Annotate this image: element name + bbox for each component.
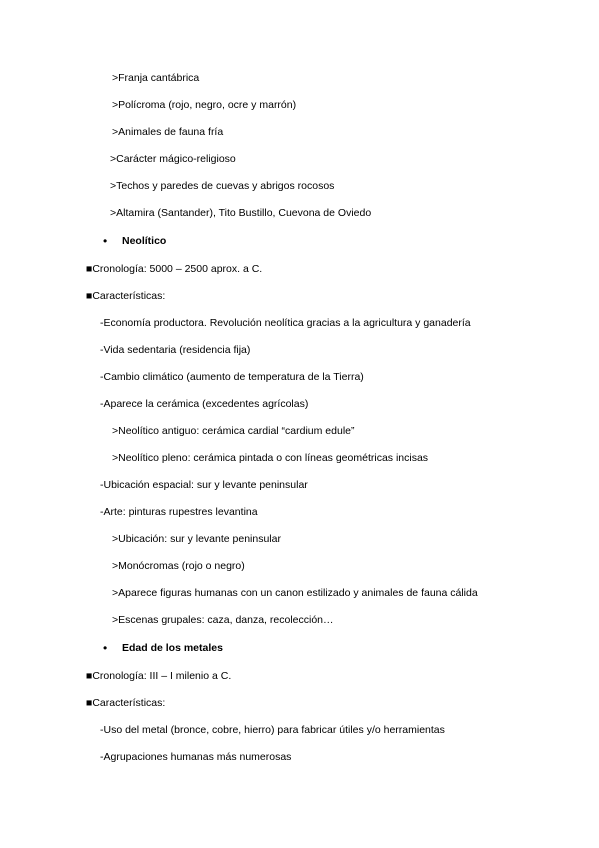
text-line: >Carácter mágico-religioso xyxy=(110,153,236,165)
text-line: -Ubicación espacial: sur y levante peninsular xyxy=(100,479,308,491)
text-line: -Uso del metal (bronce, cobre, hierro) para fabricar útiles y/o herramientas xyxy=(100,724,445,736)
text-line: >Techos y paredes de cuevas y abrigos rocosos xyxy=(110,180,335,192)
text-line: ■Cronología: 5000 – 2500 aprox. a C. xyxy=(86,263,263,275)
text-line: >Altamira (Santander), Tito Bustillo, Cuevona de Oviedo xyxy=(110,207,372,219)
text-line: -Agrupaciones humanas más numerosas xyxy=(100,751,292,763)
text-line: >Escenas grupales: caza, danza, recolección… xyxy=(112,614,334,626)
text-line: >Ubicación: sur y levante peninsular xyxy=(112,533,281,545)
text-line: -Cambio climático (aumento de temperatura de la Tierra) xyxy=(100,371,364,383)
text-line: -Arte: pinturas rupestres levantina xyxy=(100,506,258,518)
text-line: >Polícroma (rojo, negro, ocre y marrón) xyxy=(112,99,297,111)
text-line: >Animales de fauna fría xyxy=(112,126,224,138)
text-line: ■Características: xyxy=(86,697,166,709)
section-heading: Edad de los metales xyxy=(122,642,223,654)
text-line: ■Características: xyxy=(86,290,166,302)
text-line: >Aparece figuras humanas con un canon estilizado y animales de fauna cálida xyxy=(112,587,478,599)
text-line: ■Cronología: III – I milenio a C. xyxy=(86,670,232,682)
text-line: >Monócromas (rojo o negro) xyxy=(112,560,245,572)
section-heading: Neolítico xyxy=(122,235,167,247)
text-line: >Neolítico pleno: cerámica pintada o con líneas geométricas incisas xyxy=(112,452,429,464)
text-line: >Franja cantábrica xyxy=(112,72,200,84)
bullet-icon: • xyxy=(103,641,108,655)
bullet-icon: • xyxy=(103,234,108,248)
text-line: -Vida sedentaria (residencia fija) xyxy=(100,344,251,356)
text-line: -Aparece la cerámica (excedentes agrícolas) xyxy=(100,398,309,410)
text-line: -Economía productora. Revolución neolítica gracias a la agricultura y ganadería xyxy=(100,317,471,329)
text-line: >Neolítico antiguo: cerámica cardial “cardium edule” xyxy=(112,425,355,437)
